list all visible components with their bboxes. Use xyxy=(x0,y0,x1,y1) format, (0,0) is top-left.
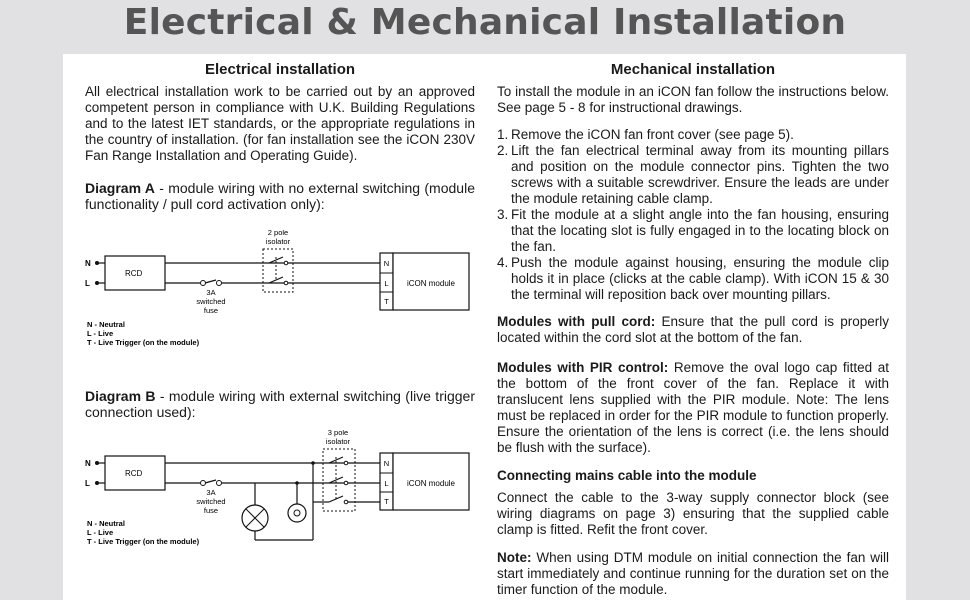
isolator-label-line2: isolator xyxy=(325,437,351,446)
note-text: When using DTM module on initial connection the fan will start immediately and continue running for the duration set on the timer function of the module. xyxy=(497,550,889,597)
isolator-label-line1: 2 pole xyxy=(267,230,289,237)
pull-cord-text: Ensure that the pull cord is properly located within the cord slot at the bottom of the fan. xyxy=(497,314,889,345)
pir-note xyxy=(497,360,889,456)
step-text: Fit the module at a slight angle into the fan housing, ensuring that the locating slot is fully engaged in to the locating block on the fan. xyxy=(511,207,889,254)
pir-text: Remove the oval logo cap fitted at the bottom of the front cover of the fan. Replace it with translucent lens supplied with the PIR module. Note: The lens must be replaced in order for the PIR module to function properly. Ensure the orientation of the lens is correct (i.e. the lens should be flush with the surface). xyxy=(497,360,890,455)
dtm-note xyxy=(497,550,889,598)
pull-switch-icon xyxy=(288,504,306,522)
fuse-label-line1: 3A xyxy=(206,488,216,497)
terminal-n-label: N xyxy=(383,259,390,268)
diagram-a-name: Diagram A xyxy=(85,180,155,196)
installation-steps xyxy=(497,127,889,303)
fuse-label-line3: fuse xyxy=(203,306,219,315)
legend-live: L - Live xyxy=(87,528,114,537)
rcd-label: RCD xyxy=(125,269,143,278)
terminal-t-label: T xyxy=(384,297,389,306)
list-item xyxy=(497,255,889,303)
step-number: 4. xyxy=(497,255,509,270)
icon-module-label: iCON module xyxy=(406,279,456,288)
mains-text: Connect the cable to the 3-way supply connector block (see wiring diagrams on page 3) ensuring that the supplied cable clamp is fitted. Refit the front cover. xyxy=(497,490,889,537)
pull-cord-lead: Modules with pull cord: xyxy=(497,314,656,329)
isolator-label-line2: isolator xyxy=(265,237,291,246)
mechanical-column xyxy=(497,54,889,598)
icon-module-label: iCON module xyxy=(406,479,456,488)
diagram-a-l-input-label: L xyxy=(85,279,90,288)
electrical-heading: Electrical installation xyxy=(204,61,356,78)
fuse-label-line3: fuse xyxy=(203,506,219,515)
diagram-b xyxy=(85,430,475,558)
terminal-n-label: N xyxy=(383,459,390,468)
mains-heading: Connecting mains cable into the module xyxy=(497,468,757,483)
step-number: 2. xyxy=(497,143,509,158)
step-text: Lift the fan electrical terminal away from its mounting pillars and position on the module connector pins. Tighten the two screws with a suitable screwdriver. Ensure the leads are under the module retaining cable clamp. xyxy=(511,143,889,206)
diagram-b-title xyxy=(85,388,475,420)
diagram-a-title xyxy=(85,180,475,212)
diagram-b-l-input-label: L xyxy=(85,479,90,488)
mechanical-heading: Mechanical installation xyxy=(610,61,776,78)
fuse-icon xyxy=(201,481,206,486)
list-item xyxy=(497,207,889,255)
terminal-l-label: L xyxy=(384,479,389,488)
fuse-label-line1: 3A xyxy=(206,288,216,297)
fuse-icon xyxy=(201,281,206,286)
legend-neutral: N - Neutral xyxy=(87,320,125,329)
legend-live: L - Live xyxy=(87,329,114,338)
electrical-intro: All electrical installation work to be carried out by an approved competent person in compliance with U.K. Building Regulations and to the latest IET standards, or the appropriate regulations in the country of installation. (for fan installation see the iCON 230V Fan Range Installation and Operating Guide). xyxy=(85,84,475,163)
list-item xyxy=(497,143,889,207)
pir-lead: Modules with PIR control: xyxy=(497,360,669,375)
mechanical-intro: To install the module in an iCON fan follow the instructions below. See page 5 - 8 for instructional drawings. xyxy=(497,84,889,115)
terminal-l-label: L xyxy=(384,279,389,288)
terminal-t-label: T xyxy=(384,497,389,506)
step-text: Remove the iCON fan front cover (see page 5). xyxy=(511,127,794,142)
document-page xyxy=(63,54,906,600)
fuse-label-line2: switched xyxy=(196,297,226,306)
step-number: 1. xyxy=(497,127,509,142)
rcd-label: RCD xyxy=(125,469,143,478)
legend-neutral: N - Neutral xyxy=(87,519,125,528)
diagram-b-name: Diagram B xyxy=(85,388,156,404)
step-text: Push the module against housing, ensuring the module clip holds it in place (clicks at the cable clamp). With iCON 15 & 30 the terminal will reposition back over mounting pillars. xyxy=(511,255,889,302)
legend-trigger: T - Live Trigger (on the module) xyxy=(87,338,200,347)
fuse-label-line2: switched xyxy=(196,497,226,506)
pull-cord-note xyxy=(497,314,889,346)
step-number: 3. xyxy=(497,207,509,222)
isolator-label-line1: 3 pole xyxy=(327,430,349,437)
diagram-a-desc: - module wiring with no external switching (module functionality / pull cord activation only): xyxy=(85,180,475,212)
page-title: Electrical & Mechanical Installation xyxy=(123,2,847,43)
diagram-a-n-input-label: N xyxy=(85,259,91,268)
diagram-a xyxy=(85,230,475,360)
electrical-column xyxy=(85,54,475,558)
legend-trigger: T - Live Trigger (on the module) xyxy=(87,537,200,546)
list-item xyxy=(497,127,889,143)
diagram-b-n-input-label: N xyxy=(85,459,91,468)
note-lead: Note: xyxy=(497,550,532,565)
isolator-box xyxy=(263,249,293,292)
diagram-b-desc: - module wiring with external switching (live trigger connection used): xyxy=(85,388,475,420)
